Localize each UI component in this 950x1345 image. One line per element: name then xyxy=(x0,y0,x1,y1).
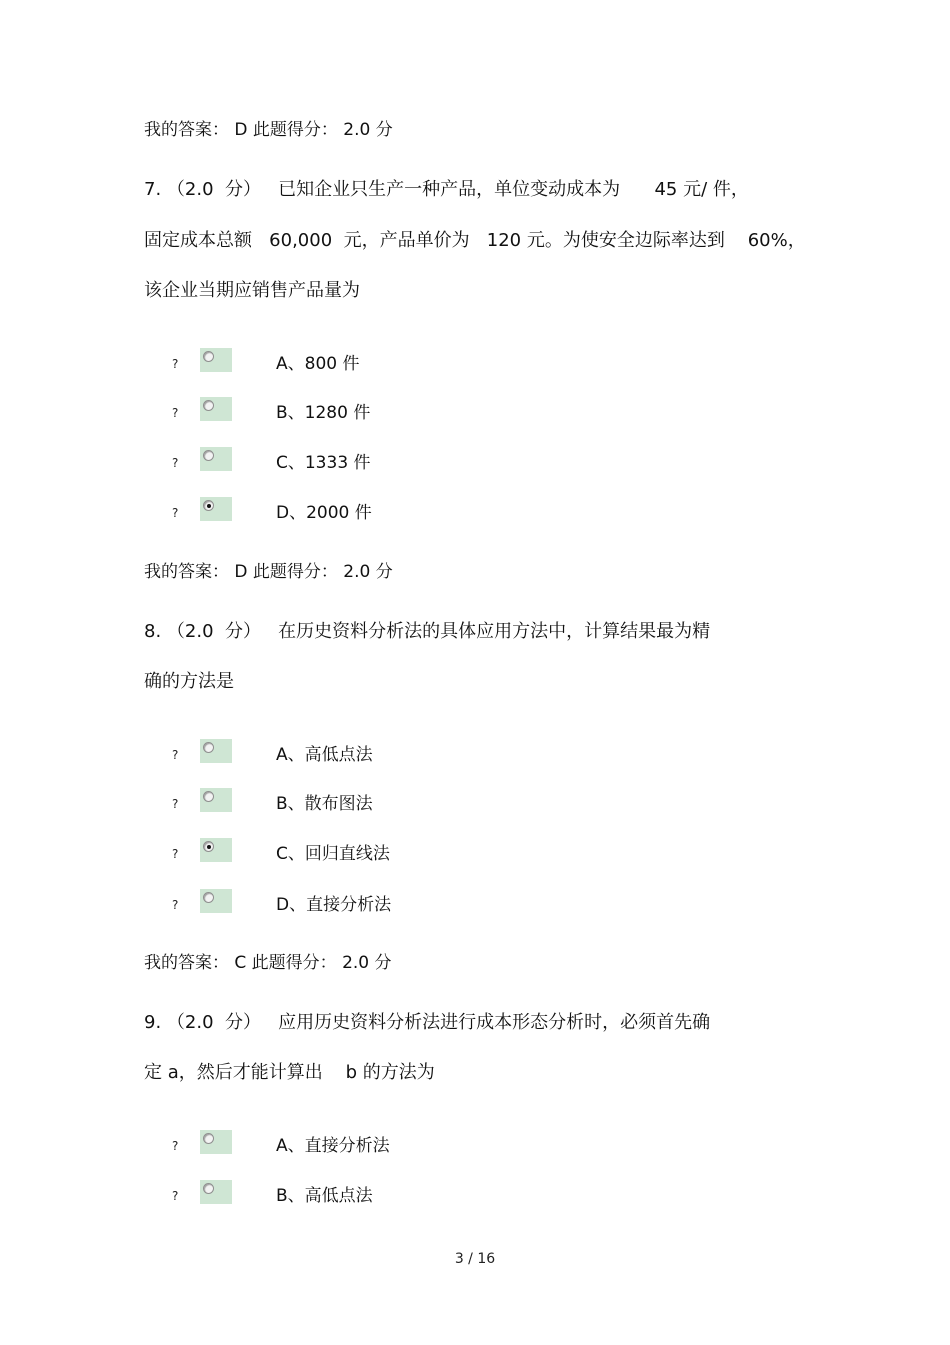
question-9-line-1: 9. （2.0 分） 应用历史资料分析法进行成本形态分析时，必须首先确 xyxy=(144,1012,711,1033)
radio-button[interactable] xyxy=(200,348,232,372)
q8-option-c[interactable] xyxy=(0,838,950,868)
page-number: 3 / 16 xyxy=(454,1251,496,1267)
option-label: D、2000 件 xyxy=(276,503,372,523)
option-marker: ? xyxy=(172,847,179,861)
radio-button-selected[interactable] xyxy=(200,838,232,862)
radio-button[interactable] xyxy=(200,1180,232,1204)
option-marker: ? xyxy=(172,748,179,762)
radio-button[interactable] xyxy=(200,1130,232,1154)
option-label: A、800 件 xyxy=(276,354,360,374)
option-marker: ? xyxy=(172,406,179,420)
radio-circle-icon xyxy=(203,400,214,411)
option-marker: ? xyxy=(172,1139,179,1153)
radio-circle-icon xyxy=(203,742,214,753)
answer-line-q6: 我的答案： D 此题得分： 2.0 分 xyxy=(144,120,393,140)
option-label: B、1280 件 xyxy=(276,403,371,423)
radio-selected-icon xyxy=(203,841,214,852)
option-label: D、直接分析法 xyxy=(276,895,392,915)
radio-circle-icon xyxy=(203,450,214,461)
answer-line-q8: 我的答案： C 此题得分： 2.0 分 xyxy=(144,953,392,973)
option-label: A、高低点法 xyxy=(276,745,373,765)
q9-option-b[interactable] xyxy=(0,1180,950,1210)
radio-circle-icon xyxy=(203,892,214,903)
q9-option-a[interactable] xyxy=(0,1130,950,1160)
radio-button[interactable] xyxy=(200,788,232,812)
option-marker: ? xyxy=(172,898,179,912)
q7-option-b[interactable] xyxy=(0,397,950,427)
question-9-line-2: 定 a，然后才能计算出 b 的方法为 xyxy=(144,1062,435,1083)
radio-button[interactable] xyxy=(200,447,232,471)
question-7-line-1: 7. （2.0 分） 已知企业只生产一种产品，单位变动成本为 45 元/ 件， xyxy=(144,179,749,200)
radio-button[interactable] xyxy=(200,739,232,763)
radio-button-selected[interactable] xyxy=(200,497,232,521)
option-label: B、散布图法 xyxy=(276,794,373,814)
option-marker: ? xyxy=(172,456,179,470)
radio-circle-icon xyxy=(203,791,214,802)
radio-circle-icon xyxy=(203,1133,214,1144)
option-label: B、高低点法 xyxy=(276,1186,373,1206)
radio-button[interactable] xyxy=(200,889,232,913)
option-marker: ? xyxy=(172,506,179,520)
option-label: C、1333 件 xyxy=(276,453,371,473)
q7-option-c[interactable] xyxy=(0,447,950,477)
option-marker: ? xyxy=(172,797,179,811)
q8-option-b[interactable] xyxy=(0,788,950,818)
radio-circle-icon xyxy=(203,1183,214,1194)
q8-option-d[interactable] xyxy=(0,889,950,919)
option-marker: ? xyxy=(172,1189,179,1203)
option-marker: ? xyxy=(172,357,179,371)
q7-option-a[interactable] xyxy=(0,348,950,378)
question-8-line-1: 8. （2.0 分） 在历史资料分析法的具体应用方法中，计算结果最为精 xyxy=(144,621,711,642)
q8-option-a[interactable] xyxy=(0,739,950,769)
question-7-line-2: 固定成本总额 60,000 元，产品单价为 120 元。为使安全边际率达到 60%， xyxy=(144,230,806,251)
option-label: A、直接分析法 xyxy=(276,1136,390,1156)
q7-option-d[interactable] xyxy=(0,497,950,527)
radio-button[interactable] xyxy=(200,397,232,421)
radio-selected-icon xyxy=(203,500,214,511)
radio-circle-icon xyxy=(203,351,214,362)
question-8-line-2: 确的方法是 xyxy=(144,671,234,692)
question-7-line-3: 该企业当期应销售产品量为 xyxy=(144,280,360,301)
option-label: C、回归直线法 xyxy=(276,844,390,864)
answer-line-q7: 我的答案： D 此题得分： 2.0 分 xyxy=(144,562,393,582)
